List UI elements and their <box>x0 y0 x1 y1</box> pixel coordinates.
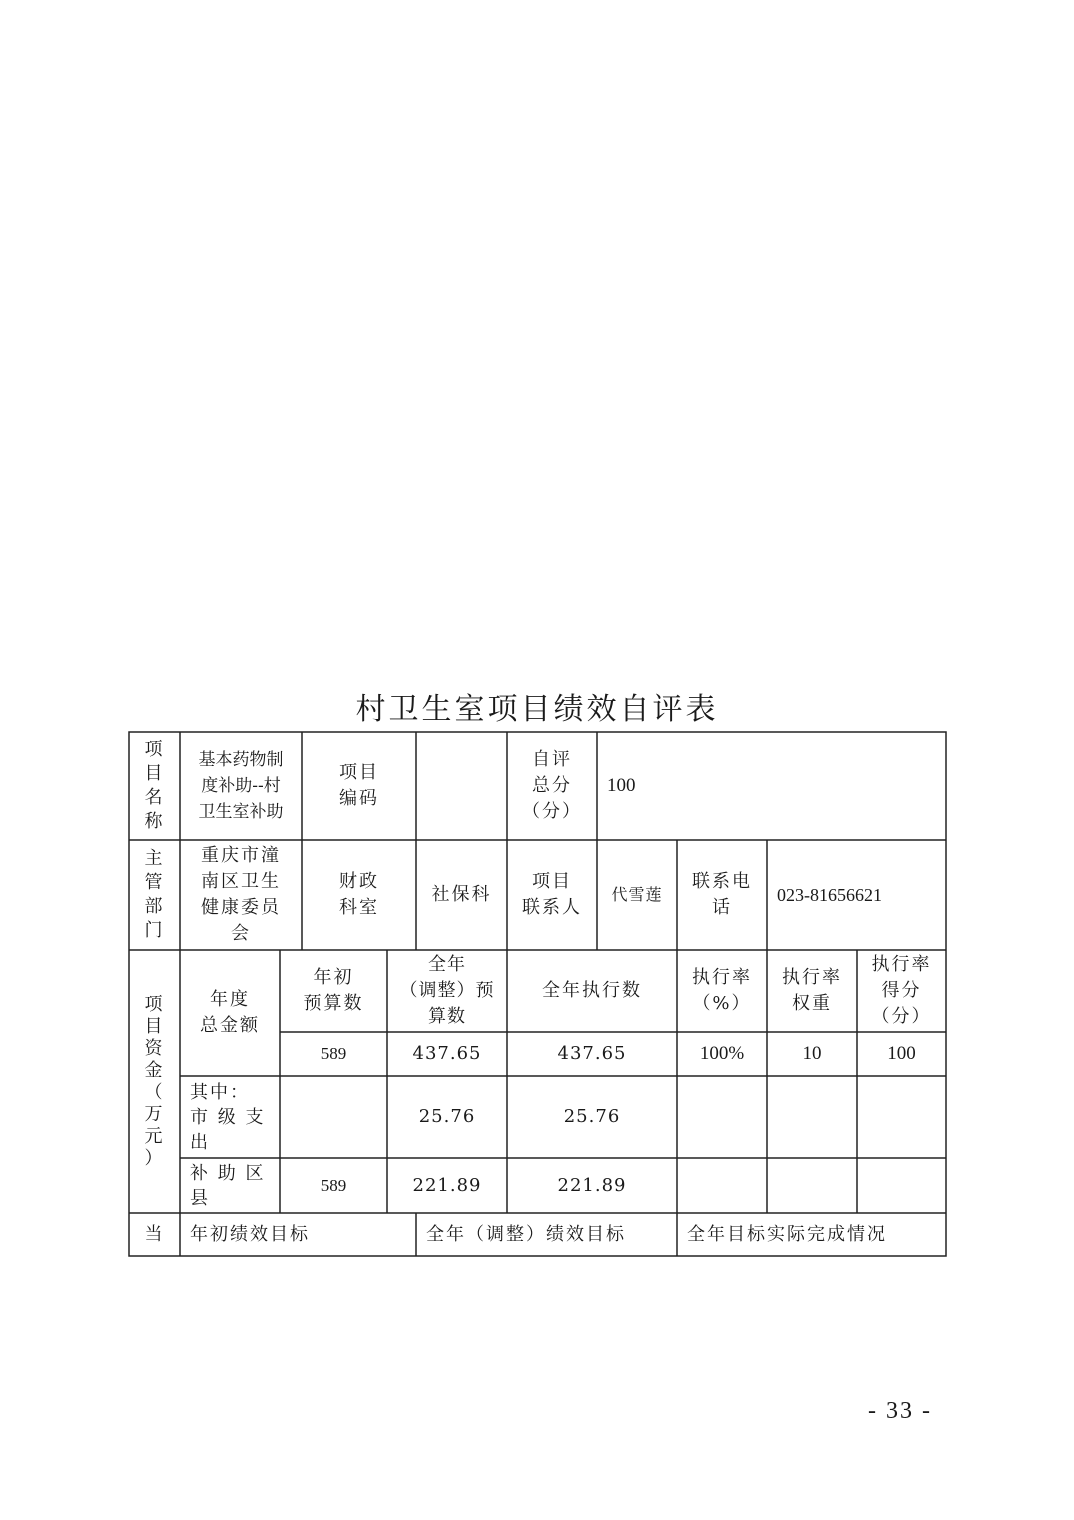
county-adjusted-budget: 221.89 <box>412 1174 482 1196</box>
executed-header: 全年执行数 <box>542 980 642 1001</box>
project-code-label: 项目 编码 <box>339 762 379 809</box>
initial-goal-header: 年初绩效目标 <box>190 1223 310 1245</box>
county-executed: 221.89 <box>557 1174 627 1196</box>
total-initial-budget: 589 <box>320 1044 347 1063</box>
total-adjusted-budget: 437.65 <box>412 1043 482 1064</box>
total-executed: 437.65 <box>557 1043 627 1064</box>
contact-person-label: 项目 联系人 <box>522 871 582 918</box>
annual-total-header: 年度 总金额 <box>200 989 260 1036</box>
project-name-label: 项 目 名 称 <box>144 739 165 832</box>
city-expenditure-label: 其中： 市 级 支 出 <box>190 1081 266 1153</box>
initial-budget-header: 年初 预算数 <box>303 967 364 1014</box>
county-initial-budget: 589 <box>320 1175 347 1195</box>
department-value: 重庆市潼 南区卫生 健康委员 会 <box>201 845 281 944</box>
self-score-value: 100 <box>607 775 636 796</box>
finance-section-label: 财政 科室 <box>339 871 379 918</box>
project-name-value: 基本药物制 度补助--村 卫生室补助 <box>198 750 284 822</box>
self-score-label: 自评 总分 （分） <box>522 749 582 822</box>
total-exec-score: 100 <box>887 1043 916 1064</box>
actual-completion-header: 全年目标实际完成情况 <box>687 1223 887 1245</box>
adjusted-goal-header: 全年（调整）绩效目标 <box>426 1223 626 1245</box>
total-exec-rate: 100% <box>699 1043 745 1064</box>
exec-weight-header: 执行率 权重 <box>782 967 842 1014</box>
city-adjusted-budget: 25.76 <box>418 1106 476 1127</box>
finance-section-value: 社保科 <box>431 884 492 905</box>
city-initial-budget <box>280 1076 387 1158</box>
exec-score-header: 执行率 得分 （分） <box>871 954 932 1027</box>
city-executed: 25.76 <box>563 1106 621 1127</box>
phone-label: 联系电 话 <box>692 871 752 918</box>
total-exec-weight: 10 <box>802 1043 822 1064</box>
department-label: 主 管 部 门 <box>144 848 165 941</box>
phone-value: 023-81656621 <box>777 885 882 905</box>
page-title: 村卫生室项目绩效自评表 <box>355 692 719 727</box>
adjusted-budget-header: 全年 （调整）预 算数 <box>399 954 495 1027</box>
project-code-value <box>416 732 507 840</box>
funds-section-label: 项 目 资 金 （ 万 元 ） <box>144 993 165 1169</box>
page-number: - 33 - <box>868 1398 932 1424</box>
exec-rate-header: 执行率 （%） <box>692 967 752 1014</box>
county-subsidy-label: 补 助 区 县 <box>190 1162 266 1209</box>
contact-person-value: 代雪莲 <box>611 885 663 904</box>
goals-row-label: 当 <box>144 1223 165 1245</box>
